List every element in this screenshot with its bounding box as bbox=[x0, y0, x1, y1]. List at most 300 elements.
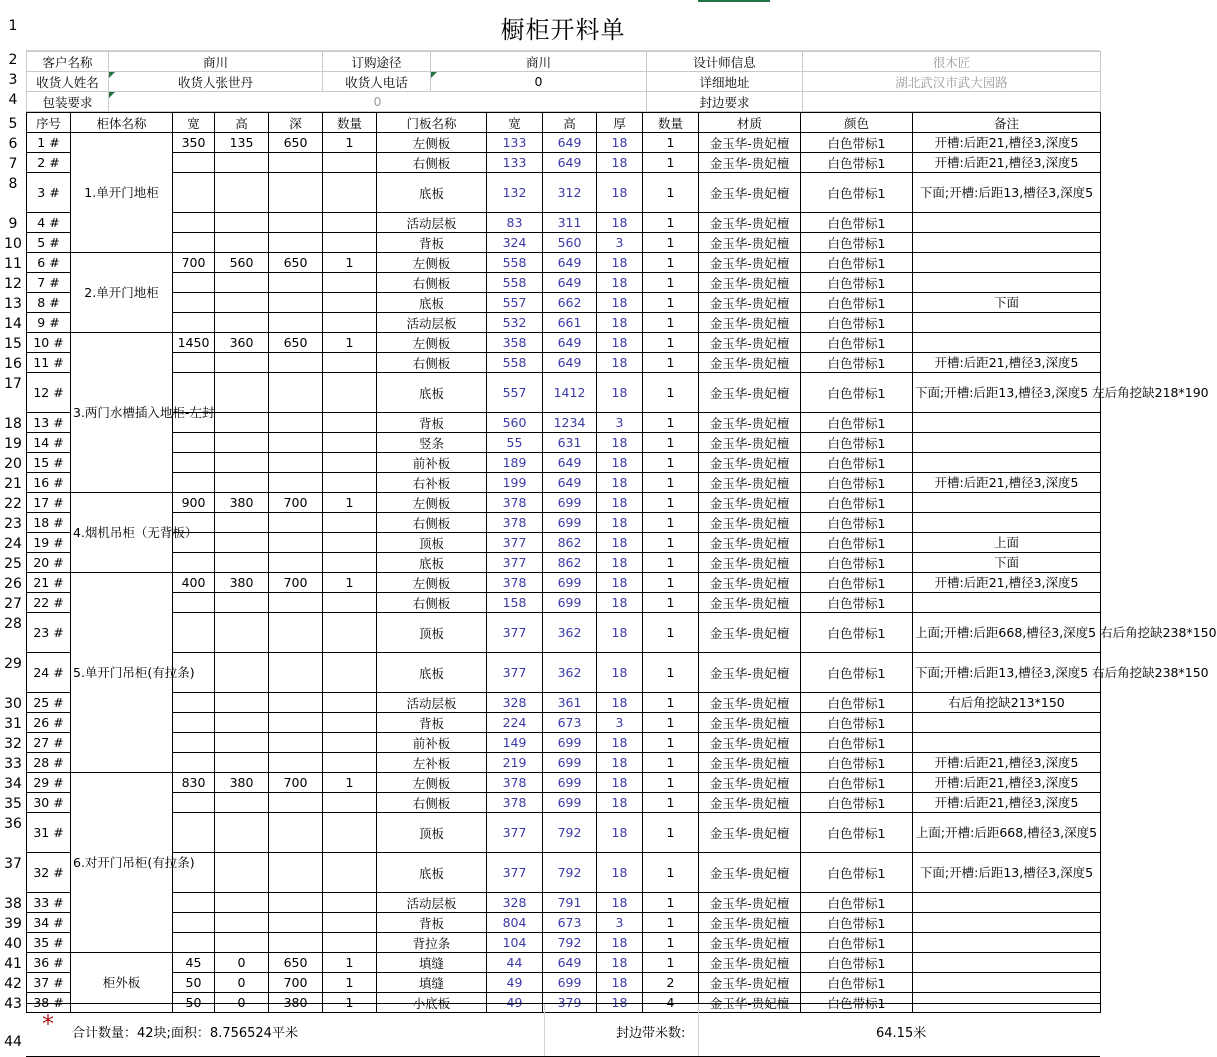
row-number[interactable]: 27 bbox=[4, 596, 22, 612]
material-cell: 金玉华-贵妃檀 bbox=[699, 493, 801, 513]
color-cell: 白色带标1 bbox=[801, 593, 913, 613]
cabinet-dim-cell[interactable] bbox=[323, 593, 377, 613]
cabinet-dim-cell[interactable] bbox=[323, 293, 377, 313]
cabinet-dim-cell[interactable] bbox=[173, 693, 215, 713]
channel-value[interactable]: 商川 bbox=[431, 52, 647, 72]
cabinet-dim-cell[interactable] bbox=[323, 853, 377, 893]
table-row[interactable] bbox=[27, 453, 1101, 473]
cabinet-dim-cell[interactable] bbox=[173, 813, 215, 853]
cabinet-dim-cell[interactable] bbox=[323, 453, 377, 473]
panel-qty-cell: 1 bbox=[643, 893, 699, 913]
table-row[interactable] bbox=[27, 813, 1101, 853]
cabinet-dim-cell[interactable] bbox=[173, 473, 215, 493]
table-row[interactable] bbox=[27, 253, 1101, 273]
cabinet-dim-cell[interactable] bbox=[269, 453, 323, 473]
cabinet-dim-cell[interactable] bbox=[269, 473, 323, 493]
cabinet-dim-cell[interactable] bbox=[269, 413, 323, 433]
cabinet-dim-cell[interactable] bbox=[173, 913, 215, 933]
cabinet-dim-cell[interactable]: 700 bbox=[269, 573, 323, 593]
cabinet-name-cell[interactable]: 柜外板 bbox=[71, 953, 173, 1013]
row-number[interactable]: 33 bbox=[4, 756, 22, 772]
cabinet-dim-cell[interactable] bbox=[215, 473, 269, 493]
column-header[interactable]: 宽 bbox=[173, 113, 215, 133]
cabinet-dim-cell[interactable] bbox=[269, 213, 323, 233]
cabinet-dim-cell[interactable] bbox=[215, 153, 269, 173]
cabinet-dim-cell[interactable] bbox=[173, 453, 215, 473]
cabinet-dim-cell[interactable] bbox=[269, 293, 323, 313]
table-row[interactable] bbox=[27, 233, 1101, 253]
cabinet-dim-cell[interactable] bbox=[323, 893, 377, 913]
edge-requirement-value[interactable] bbox=[803, 92, 1101, 112]
cabinet-dim-cell[interactable]: 650 bbox=[269, 333, 323, 353]
cabinet-dim-cell[interactable] bbox=[269, 313, 323, 333]
row-number[interactable]: 8 bbox=[8, 176, 18, 192]
cabinet-dim-cell[interactable] bbox=[269, 433, 323, 453]
table-row[interactable] bbox=[27, 133, 1101, 153]
cabinet-dim-cell[interactable]: 650 bbox=[269, 133, 323, 153]
cabinet-dim-cell[interactable] bbox=[215, 293, 269, 313]
cabinet-dim-cell[interactable] bbox=[269, 153, 323, 173]
cabinet-dim-cell[interactable] bbox=[323, 533, 377, 553]
row-number[interactable]: 10 bbox=[4, 236, 22, 252]
cabinet-dim-cell[interactable] bbox=[269, 793, 323, 813]
cabinet-dim-cell[interactable] bbox=[215, 753, 269, 773]
column-header[interactable]: 高 bbox=[215, 113, 269, 133]
cabinet-dim-cell[interactable] bbox=[323, 713, 377, 733]
cabinet-name-cell[interactable]: 4.烟机吊柜（无背板） bbox=[71, 493, 173, 573]
cabinet-dim-cell[interactable] bbox=[173, 893, 215, 913]
cabinet-dim-cell[interactable] bbox=[215, 353, 269, 373]
panel-qty-cell: 2 bbox=[643, 973, 699, 993]
cabinet-dim-cell[interactable] bbox=[215, 933, 269, 953]
cabinet-dim-cell[interactable] bbox=[269, 533, 323, 553]
seq-cell: 38 # bbox=[27, 993, 71, 1013]
cabinet-dim-cell[interactable] bbox=[269, 933, 323, 953]
cabinet-dim-cell[interactable] bbox=[215, 613, 269, 653]
cabinet-dim-cell[interactable] bbox=[215, 313, 269, 333]
cabinet-dim-cell[interactable] bbox=[323, 733, 377, 753]
row-number[interactable]: 15 bbox=[4, 336, 22, 352]
row-number[interactable]: 28 bbox=[4, 616, 22, 632]
row-number[interactable]: 40 bbox=[4, 936, 22, 952]
cabinet-dim-cell[interactable]: 1 bbox=[323, 993, 377, 1013]
cabinet-dim-cell[interactable]: 350 bbox=[173, 133, 215, 153]
cabinet-dim-cell[interactable]: 1 bbox=[323, 133, 377, 153]
address-value[interactable]: 湖北武汉市武大园路 bbox=[803, 72, 1101, 92]
row-number[interactable]: 16 bbox=[4, 356, 22, 372]
cabinet-dim-cell[interactable] bbox=[173, 593, 215, 613]
row-number[interactable]: 30 bbox=[4, 696, 22, 712]
row-number[interactable]: 43 bbox=[4, 996, 22, 1012]
table-row[interactable] bbox=[27, 953, 1101, 973]
cabinet-dim-cell[interactable]: 1 bbox=[323, 253, 377, 273]
cabinet-dim-cell[interactable] bbox=[269, 653, 323, 693]
cabinet-dim-cell[interactable] bbox=[323, 233, 377, 253]
cabinet-dim-cell[interactable] bbox=[215, 173, 269, 213]
table-row[interactable] bbox=[27, 913, 1101, 933]
table-row[interactable] bbox=[27, 213, 1101, 233]
note-cell: 下面;开槽:后距13,槽径3,深度5 bbox=[913, 853, 1101, 893]
row-number[interactable]: 41 bbox=[4, 956, 22, 972]
material-cell: 金玉华-贵妃檀 bbox=[699, 793, 801, 813]
cabinet-dim-cell[interactable] bbox=[269, 353, 323, 373]
cabinet-dim-cell[interactable] bbox=[323, 173, 377, 213]
cabinet-dim-cell[interactable]: 50 bbox=[173, 993, 215, 1013]
panel-thickness-cell: 18 bbox=[597, 433, 643, 453]
cabinet-dim-cell[interactable] bbox=[173, 233, 215, 253]
cabinet-dim-cell[interactable] bbox=[269, 693, 323, 713]
row-number[interactable]: 14 bbox=[4, 316, 22, 332]
row-number[interactable]: 17 bbox=[4, 376, 22, 392]
cabinet-dim-cell[interactable]: 0 bbox=[215, 953, 269, 973]
row-number[interactable]: 19 bbox=[4, 436, 22, 452]
cabinet-dim-cell[interactable] bbox=[215, 213, 269, 233]
panel-thickness-cell: 18 bbox=[597, 753, 643, 773]
row-number[interactable]: 29 bbox=[4, 656, 22, 672]
table-row[interactable] bbox=[27, 713, 1101, 733]
material-cell: 金玉华-贵妃檀 bbox=[699, 333, 801, 353]
cabinet-dim-cell[interactable] bbox=[323, 313, 377, 333]
table-row[interactable] bbox=[27, 793, 1101, 813]
column-header[interactable]: 深 bbox=[269, 113, 323, 133]
cabinet-dim-cell[interactable]: 1 bbox=[323, 973, 377, 993]
table-row[interactable] bbox=[27, 893, 1101, 913]
cabinet-dim-cell[interactable] bbox=[323, 513, 377, 533]
column-header[interactable]: 数量 bbox=[323, 113, 377, 133]
cabinet-dim-cell[interactable] bbox=[323, 913, 377, 933]
phone-value[interactable]: 0 bbox=[431, 72, 647, 92]
cabinet-dim-cell[interactable] bbox=[173, 213, 215, 233]
color-cell: 白色带标1 bbox=[801, 513, 913, 533]
cabinet-dim-cell[interactable]: 560 bbox=[215, 253, 269, 273]
cabinet-dim-cell[interactable]: 380 bbox=[215, 573, 269, 593]
row-number[interactable]: 2 bbox=[8, 52, 18, 68]
cabinet-dim-cell[interactable] bbox=[173, 293, 215, 313]
panel-qty-cell: 4 bbox=[643, 993, 699, 1013]
cabinet-dim-cell[interactable]: 1450 bbox=[173, 333, 215, 353]
note-cell bbox=[913, 213, 1101, 233]
table-row[interactable] bbox=[27, 573, 1101, 593]
cabinet-dim-cell[interactable] bbox=[269, 813, 323, 853]
row-number[interactable]: 24 bbox=[4, 536, 22, 552]
cabinet-dim-cell[interactable] bbox=[173, 753, 215, 773]
row-number[interactable]: 18 bbox=[4, 416, 22, 432]
column-header[interactable]: 材质 bbox=[699, 113, 801, 133]
cabinet-dim-cell[interactable] bbox=[269, 753, 323, 773]
cabinet-dim-cell[interactable] bbox=[173, 793, 215, 813]
panel-width-cell: 377 bbox=[487, 613, 543, 653]
column-header[interactable]: 备注 bbox=[913, 113, 1101, 133]
cabinet-dim-cell[interactable]: 380 bbox=[269, 993, 323, 1013]
cabinet-name-cell[interactable]: 5.单开门吊柜(有拉条) bbox=[71, 573, 173, 773]
panel-qty-cell: 1 bbox=[643, 273, 699, 293]
row-number[interactable]: 9 bbox=[8, 216, 18, 232]
customer-value[interactable]: 商川 bbox=[109, 52, 323, 72]
cabinet-dim-cell[interactable] bbox=[323, 413, 377, 433]
cabinet-dim-cell[interactable]: 135 bbox=[215, 133, 269, 153]
column-header[interactable]: 高 bbox=[543, 113, 597, 133]
row-number[interactable]: 34 bbox=[4, 776, 22, 792]
row-number[interactable]: 31 bbox=[4, 716, 22, 732]
panel-thickness-cell: 18 bbox=[597, 133, 643, 153]
column-header[interactable]: 柜体名称 bbox=[71, 113, 173, 133]
cabinet-dim-cell[interactable] bbox=[215, 913, 269, 933]
column-header[interactable]: 序号 bbox=[27, 113, 71, 133]
cabinet-dim-cell[interactable] bbox=[323, 653, 377, 693]
row-number[interactable]: 36 bbox=[4, 816, 22, 832]
panel-width-cell: 377 bbox=[487, 853, 543, 893]
cabinet-dim-cell[interactable] bbox=[323, 553, 377, 573]
cabinet-dim-cell[interactable] bbox=[173, 313, 215, 333]
table-row[interactable] bbox=[27, 173, 1101, 213]
table-row[interactable] bbox=[27, 273, 1101, 293]
cabinet-dim-cell[interactable] bbox=[173, 433, 215, 453]
cabinet-dim-cell[interactable] bbox=[269, 733, 323, 753]
cabinet-dim-cell[interactable] bbox=[323, 793, 377, 813]
column-header[interactable]: 宽 bbox=[487, 113, 543, 133]
cabinet-dim-cell[interactable]: 400 bbox=[173, 573, 215, 593]
cabinet-dim-cell[interactable]: 380 bbox=[215, 493, 269, 513]
designer-value[interactable]: 很木匠 bbox=[803, 52, 1101, 72]
packing-value[interactable]: 0 bbox=[109, 92, 647, 112]
cabinet-dim-cell[interactable] bbox=[215, 693, 269, 713]
panel-name-cell: 顶板 bbox=[377, 813, 487, 853]
row-number[interactable]: 22 bbox=[4, 496, 22, 512]
table-row[interactable] bbox=[27, 473, 1101, 493]
row-number[interactable]: 1 bbox=[8, 18, 18, 34]
table-row[interactable] bbox=[27, 733, 1101, 753]
panel-height-cell: 699 bbox=[543, 733, 597, 753]
cabinet-dim-cell[interactable] bbox=[269, 513, 323, 533]
cabinet-dim-cell[interactable] bbox=[215, 413, 269, 433]
row-number[interactable]: 6 bbox=[8, 136, 18, 152]
panel-thickness-cell: 18 bbox=[597, 693, 643, 713]
row-number[interactable]: 26 bbox=[4, 576, 22, 592]
table-row[interactable] bbox=[27, 433, 1101, 453]
cabinet-dim-cell[interactable]: 50 bbox=[173, 973, 215, 993]
cabinet-dim-cell[interactable] bbox=[323, 433, 377, 453]
panel-thickness-cell: 3 bbox=[597, 713, 643, 733]
cabinet-dim-cell[interactable] bbox=[269, 913, 323, 933]
cabinet-dim-cell[interactable] bbox=[215, 653, 269, 693]
cabinet-name-cell[interactable]: 3.两门水槽插入地柜-左封 bbox=[71, 333, 173, 493]
cabinet-dim-cell[interactable]: 380 bbox=[215, 773, 269, 793]
row-number[interactable]: 3 bbox=[8, 72, 18, 88]
cabinet-dim-cell[interactable]: 1 bbox=[323, 493, 377, 513]
receiver-value[interactable]: 收货人张世丹 bbox=[109, 72, 323, 92]
cabinet-dim-cell[interactable]: 0 bbox=[215, 973, 269, 993]
cabinet-dim-cell[interactable] bbox=[269, 593, 323, 613]
panel-thickness-cell: 18 bbox=[597, 313, 643, 333]
row-number[interactable]: 5 bbox=[8, 116, 18, 132]
cabinet-dim-cell[interactable]: 700 bbox=[269, 493, 323, 513]
cabinet-dim-cell[interactable]: 1 bbox=[323, 573, 377, 593]
cell-divider bbox=[698, 1004, 699, 1056]
cabinet-dim-cell[interactable] bbox=[323, 153, 377, 173]
cabinet-dim-cell[interactable] bbox=[215, 533, 269, 553]
title-row[interactable] bbox=[26, 0, 1100, 51]
cabinet-dim-cell[interactable]: 700 bbox=[269, 973, 323, 993]
cabinet-dim-cell[interactable] bbox=[173, 553, 215, 573]
panel-qty-cell: 1 bbox=[643, 933, 699, 953]
cabinet-dim-cell[interactable] bbox=[323, 753, 377, 773]
table-row[interactable] bbox=[27, 293, 1101, 313]
table-row[interactable] bbox=[27, 553, 1101, 573]
cut-list-table bbox=[26, 112, 1217, 1013]
cabinet-name-cell[interactable]: 6.对开门吊柜(有拉条) bbox=[71, 773, 173, 953]
cabinet-dim-cell[interactable]: 45 bbox=[173, 953, 215, 973]
totals-row bbox=[26, 1003, 1100, 1057]
cabinet-dim-cell[interactable] bbox=[323, 213, 377, 233]
row-number[interactable]: 42 bbox=[4, 976, 22, 992]
row-number[interactable]: 12 bbox=[4, 276, 22, 292]
column-header[interactable]: 数量 bbox=[643, 113, 699, 133]
row-number[interactable]: 37 bbox=[4, 856, 22, 872]
panel-name-cell: 右侧板 bbox=[377, 273, 487, 293]
cabinet-dim-cell[interactable] bbox=[215, 373, 269, 413]
table-row[interactable] bbox=[27, 773, 1101, 793]
row-number[interactable]: 23 bbox=[4, 516, 22, 532]
row-number[interactable]: 25 bbox=[4, 556, 22, 572]
material-cell: 金玉华-贵妃檀 bbox=[699, 933, 801, 953]
cabinet-dim-cell[interactable] bbox=[215, 813, 269, 853]
material-cell: 金玉华-贵妃檀 bbox=[699, 993, 801, 1013]
sheet-body bbox=[26, 0, 1217, 1013]
table-row[interactable] bbox=[27, 333, 1101, 353]
cabinet-dim-cell[interactable] bbox=[173, 173, 215, 213]
note-cell bbox=[913, 933, 1101, 953]
cabinet-dim-cell[interactable]: 360 bbox=[215, 333, 269, 353]
cabinet-dim-cell[interactable] bbox=[215, 593, 269, 613]
cabinet-dim-cell[interactable]: 1 bbox=[323, 773, 377, 793]
cabinet-dim-cell[interactable] bbox=[215, 893, 269, 913]
panel-thickness-cell: 18 bbox=[597, 273, 643, 293]
panel-qty-cell: 1 bbox=[643, 353, 699, 373]
cabinet-name-cell[interactable]: 2.单开门地柜 bbox=[71, 253, 173, 333]
table-row[interactable] bbox=[27, 593, 1101, 613]
cabinet-name-cell[interactable]: 1.单开门地柜 bbox=[71, 133, 173, 253]
panel-name-cell: 右侧板 bbox=[377, 353, 487, 373]
row-number[interactable]: 11 bbox=[4, 256, 22, 272]
cabinet-dim-cell[interactable] bbox=[173, 353, 215, 373]
row-number[interactable]: 4 bbox=[8, 92, 18, 108]
panel-width-cell: 557 bbox=[487, 373, 543, 413]
table-row[interactable] bbox=[27, 313, 1101, 333]
cabinet-dim-cell[interactable] bbox=[173, 933, 215, 953]
row-number[interactable]: 7 bbox=[8, 156, 18, 172]
cabinet-dim-cell[interactable] bbox=[215, 733, 269, 753]
column-header[interactable]: 门板名称 bbox=[377, 113, 487, 133]
table-row[interactable] bbox=[27, 613, 1101, 653]
row-header-column bbox=[0, 0, 26, 1055]
panel-qty-cell: 1 bbox=[643, 493, 699, 513]
panel-thickness-cell: 18 bbox=[597, 513, 643, 533]
cabinet-dim-cell[interactable] bbox=[173, 613, 215, 653]
cabinet-dim-cell[interactable] bbox=[269, 713, 323, 733]
cabinet-dim-cell[interactable] bbox=[215, 433, 269, 453]
table-row[interactable] bbox=[27, 693, 1101, 713]
cabinet-dim-cell[interactable]: 700 bbox=[269, 773, 323, 793]
cabinet-dim-cell[interactable] bbox=[269, 853, 323, 893]
row-number[interactable]: 20 bbox=[4, 456, 22, 472]
cabinet-dim-cell[interactable] bbox=[269, 273, 323, 293]
cabinet-dim-cell[interactable] bbox=[323, 373, 377, 413]
cabinet-dim-cell[interactable]: 830 bbox=[173, 773, 215, 793]
seq-cell: 27 # bbox=[27, 733, 71, 753]
table-row[interactable] bbox=[27, 933, 1101, 953]
cabinet-dim-cell[interactable] bbox=[173, 273, 215, 293]
table-row[interactable] bbox=[27, 493, 1101, 513]
cabinet-dim-cell[interactable] bbox=[323, 933, 377, 953]
cabinet-dim-cell[interactable] bbox=[215, 793, 269, 813]
cabinet-dim-cell[interactable] bbox=[173, 733, 215, 753]
cabinet-dim-cell[interactable]: 900 bbox=[173, 493, 215, 513]
table-row[interactable] bbox=[27, 973, 1101, 993]
panel-thickness-cell: 18 bbox=[597, 493, 643, 513]
row-number[interactable]: 35 bbox=[4, 796, 22, 812]
cabinet-dim-cell[interactable] bbox=[215, 453, 269, 473]
table-row[interactable] bbox=[27, 353, 1101, 373]
table-row[interactable] bbox=[27, 153, 1101, 173]
cabinet-dim-cell[interactable] bbox=[269, 173, 323, 213]
cabinet-dim-cell[interactable] bbox=[215, 853, 269, 893]
cabinet-dim-cell[interactable] bbox=[323, 273, 377, 293]
cabinet-dim-cell[interactable] bbox=[215, 273, 269, 293]
cabinet-dim-cell[interactable]: 1 bbox=[323, 953, 377, 973]
row-number[interactable]: 21 bbox=[4, 476, 22, 492]
row-number[interactable]: 13 bbox=[4, 296, 22, 312]
note-cell: 下面;开槽:后距13,槽径3,深度5 左后角挖缺218*190 bbox=[913, 373, 1101, 413]
cabinet-dim-cell[interactable]: 650 bbox=[269, 953, 323, 973]
cabinet-dim-cell[interactable] bbox=[323, 693, 377, 713]
cabinet-dim-cell[interactable] bbox=[269, 233, 323, 253]
channel-label: 订购途径 bbox=[323, 52, 431, 72]
cabinet-dim-cell[interactable] bbox=[215, 713, 269, 733]
cabinet-dim-cell[interactable]: 700 bbox=[173, 253, 215, 273]
cabinet-dim-cell[interactable] bbox=[269, 893, 323, 913]
cabinet-dim-cell[interactable] bbox=[215, 513, 269, 533]
cabinet-dim-cell[interactable] bbox=[269, 613, 323, 653]
panel-width-cell: 328 bbox=[487, 693, 543, 713]
panel-width-cell: 44 bbox=[487, 953, 543, 973]
cabinet-dim-cell[interactable] bbox=[173, 713, 215, 733]
row-number[interactable]: 32 bbox=[4, 736, 22, 752]
cabinet-dim-cell[interactable]: 650 bbox=[269, 253, 323, 273]
panel-thickness-cell: 18 bbox=[597, 453, 643, 473]
cabinet-dim-cell[interactable] bbox=[323, 473, 377, 493]
row-number[interactable]: 44 bbox=[4, 1034, 22, 1050]
cabinet-dim-cell[interactable] bbox=[323, 813, 377, 853]
cabinet-dim-cell[interactable] bbox=[173, 153, 215, 173]
seq-cell: 17 # bbox=[27, 493, 71, 513]
cabinet-dim-cell[interactable] bbox=[215, 233, 269, 253]
panel-height-cell: 699 bbox=[543, 493, 597, 513]
cabinet-dim-cell[interactable] bbox=[323, 353, 377, 373]
column-header[interactable]: 厚 bbox=[597, 113, 643, 133]
table-row[interactable] bbox=[27, 753, 1101, 773]
cabinet-dim-cell[interactable]: 0 bbox=[215, 993, 269, 1013]
row-number[interactable]: 39 bbox=[4, 916, 22, 932]
cabinet-dim-cell[interactable] bbox=[269, 373, 323, 413]
cabinet-dim-cell[interactable] bbox=[215, 553, 269, 573]
column-header[interactable]: 颜色 bbox=[801, 113, 913, 133]
cabinet-dim-cell[interactable] bbox=[269, 553, 323, 573]
panel-thickness-cell: 18 bbox=[597, 533, 643, 553]
panel-name-cell: 底板 bbox=[377, 853, 487, 893]
row-number[interactable]: 38 bbox=[4, 896, 22, 912]
cabinet-dim-cell[interactable] bbox=[323, 613, 377, 653]
cabinet-dim-cell[interactable]: 1 bbox=[323, 333, 377, 353]
